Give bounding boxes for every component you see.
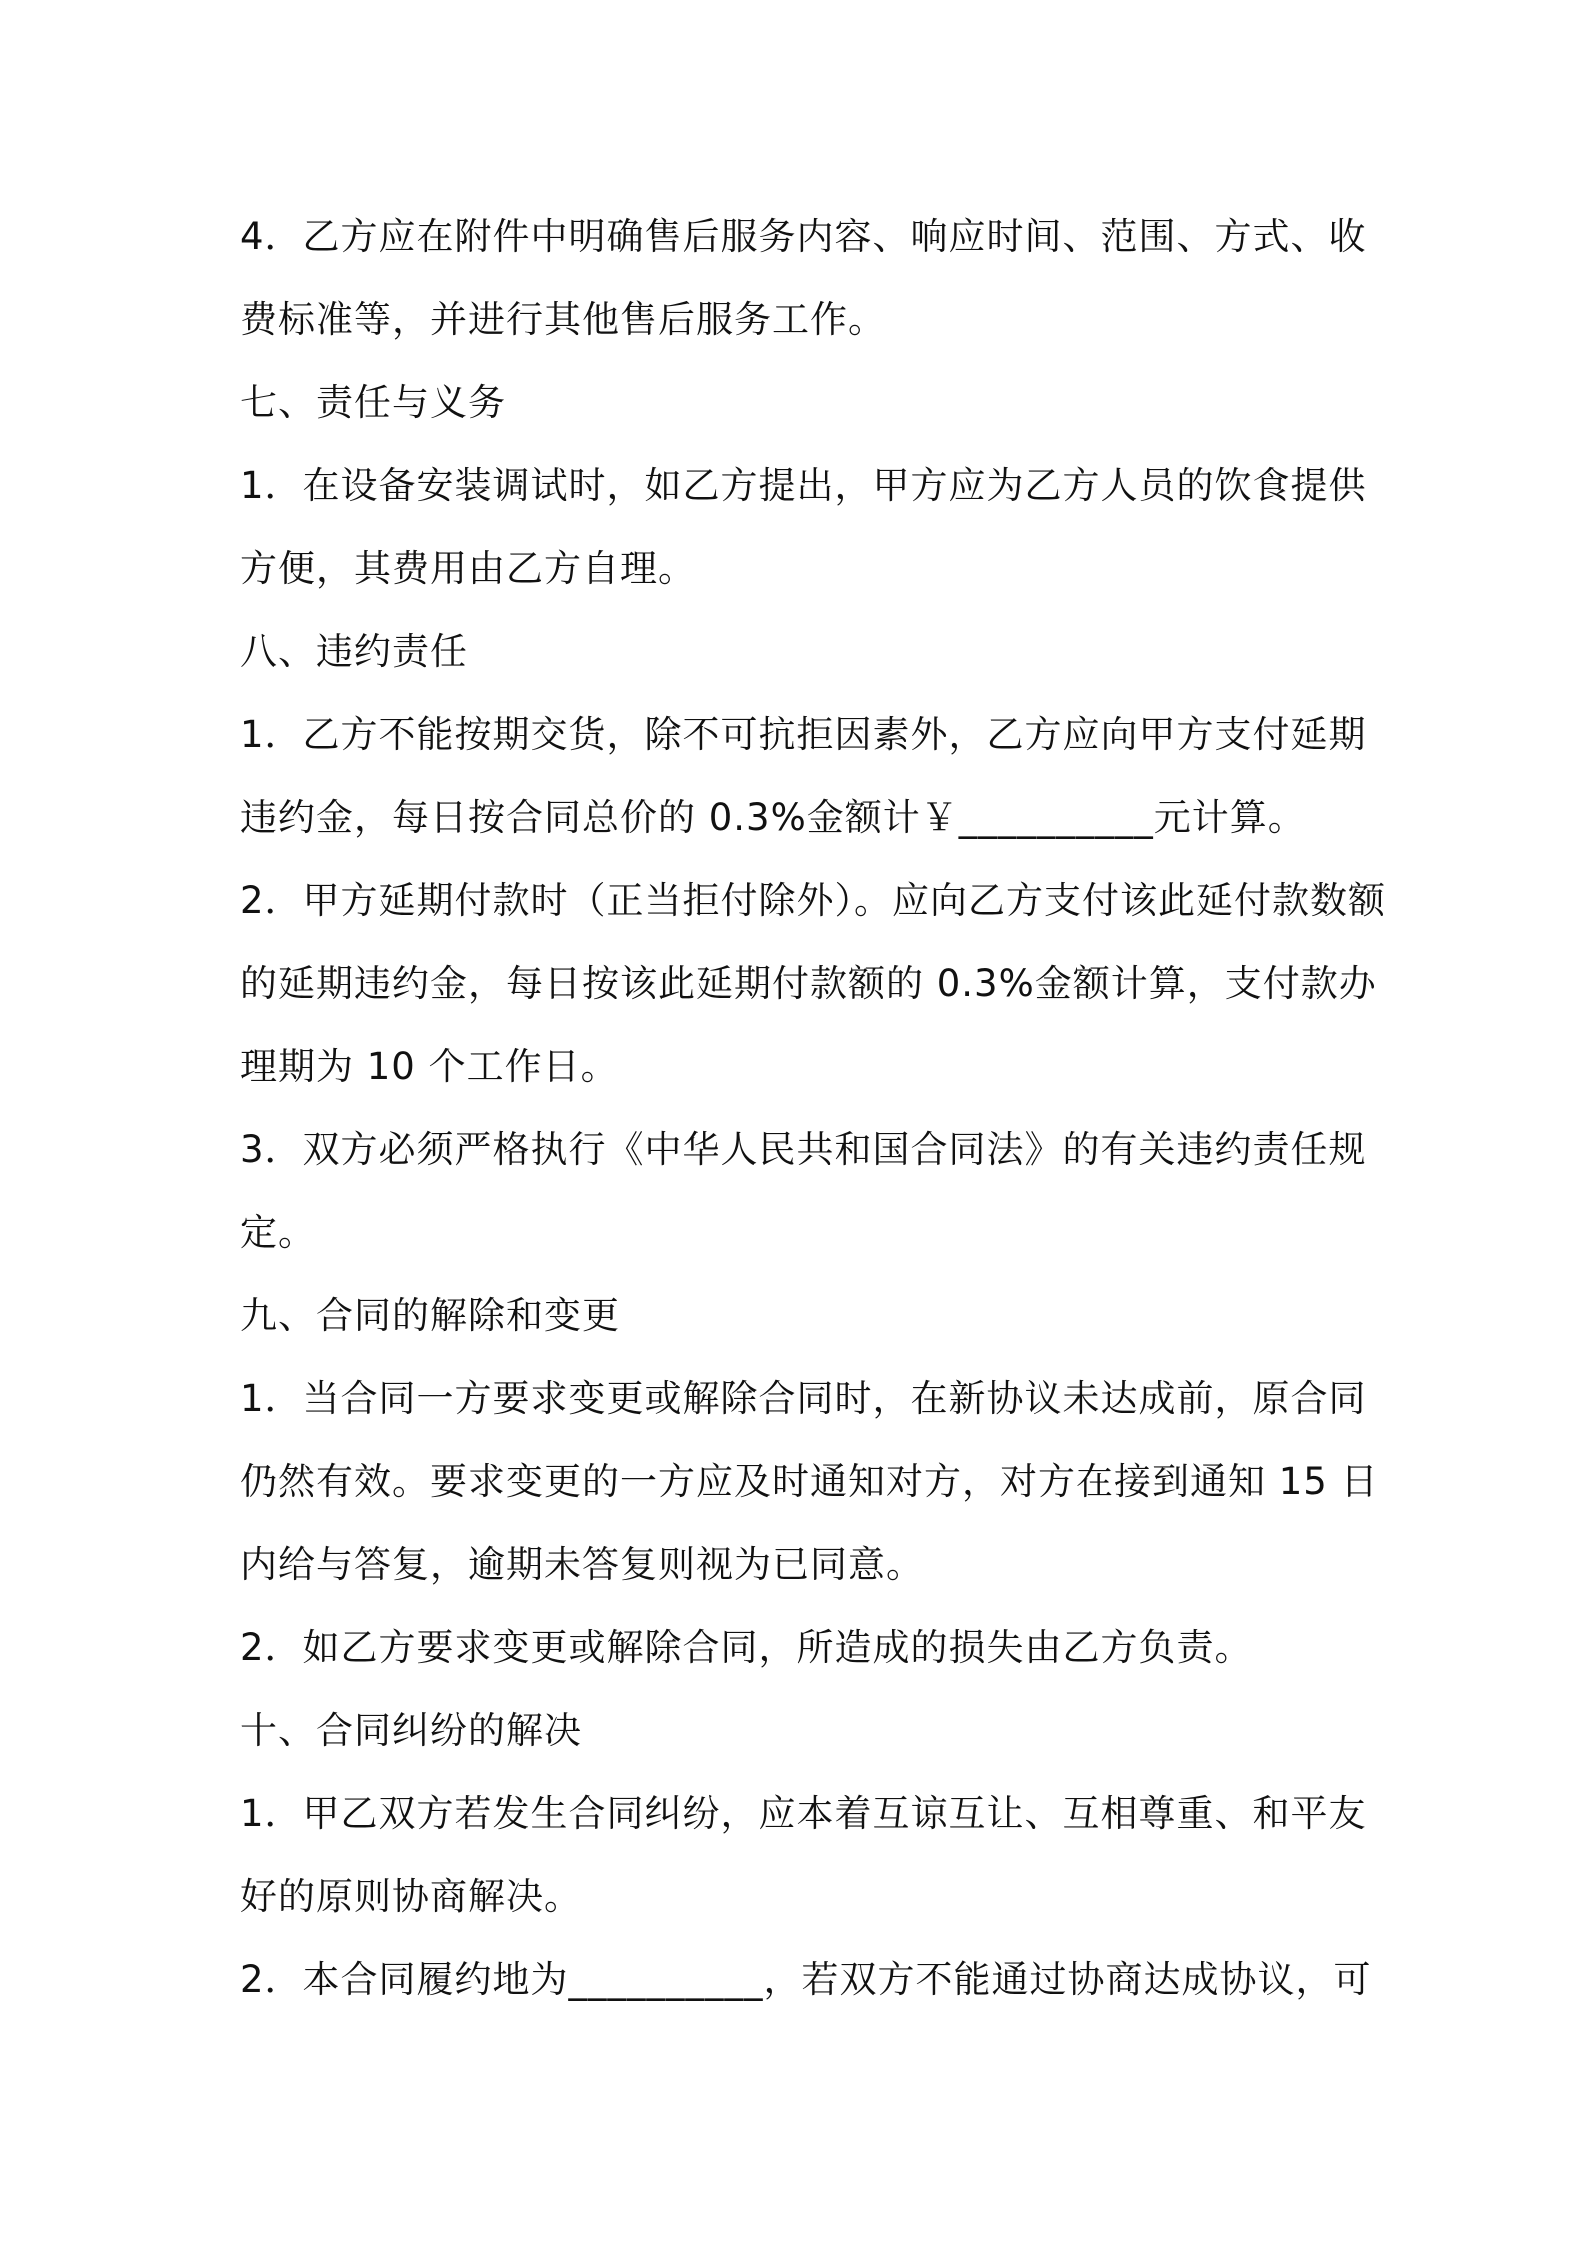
text-line: 仍然有效。要求变更的一方应及时通知对方，对方在接到通知 15 日 [240, 1460, 1379, 1503]
text-line: 1．在设备安装调试时，如乙方提出，甲方应为乙方人员的饮食提供 [240, 464, 1367, 507]
text-line: 好的原则协商解决。 [240, 1875, 582, 1918]
text-line: 2．本合同履约地为__________，若双方不能通过协商达成协议，可 [240, 1958, 1372, 2001]
text-line: 4．乙方应在附件中明确售后服务内容、响应时间、范围、方式、收 [240, 215, 1367, 258]
section-heading: 九、合同的解除和变更 [240, 1294, 620, 1337]
text-line: 内给与答复，逾期未答复则视为已同意。 [240, 1543, 924, 1586]
section-heading: 七、责任与义务 [240, 381, 506, 424]
section-heading: 八、违约责任 [240, 630, 468, 673]
text-line: 费标准等，并进行其他售后服务工作。 [240, 298, 886, 341]
text-line: 1．乙方不能按期交货，除不可抗拒因素外，乙方应向甲方支付延期 [240, 713, 1367, 756]
text-line: 1．甲乙双方若发生合同纠纷，应本着互谅互让、互相尊重、和平友 [240, 1792, 1367, 1835]
section-heading: 十、合同纠纷的解决 [240, 1709, 582, 1752]
text-line: 的延期违约金，每日按该此延期付款额的 0.3%金额计算，支付款办 [240, 962, 1377, 1005]
contract-text-body [240, 195, 1387, 2021]
text-line: 违约金，每日按合同总价的 0.3%金额计￥__________元计算。 [240, 796, 1306, 839]
text-line: 方便，其费用由乙方自理。 [240, 547, 696, 590]
text-line: 2．如乙方要求变更或解除合同，所造成的损失由乙方负责。 [240, 1626, 1253, 1669]
text-line: 定。 [240, 1211, 316, 1254]
text-line: 2．甲方延期付款时（正当拒付除外）。应向乙方支付该此延付款数额 [240, 879, 1387, 922]
text-line: 3．双方必须严格执行《中华人民共和国合同法》的有关违约责任规 [240, 1128, 1367, 1171]
text-line: 理期为 10 个工作日。 [240, 1045, 619, 1088]
text-line: 1．当合同一方要求变更或解除合同时，在新协议未达成前，原合同 [240, 1377, 1367, 1420]
